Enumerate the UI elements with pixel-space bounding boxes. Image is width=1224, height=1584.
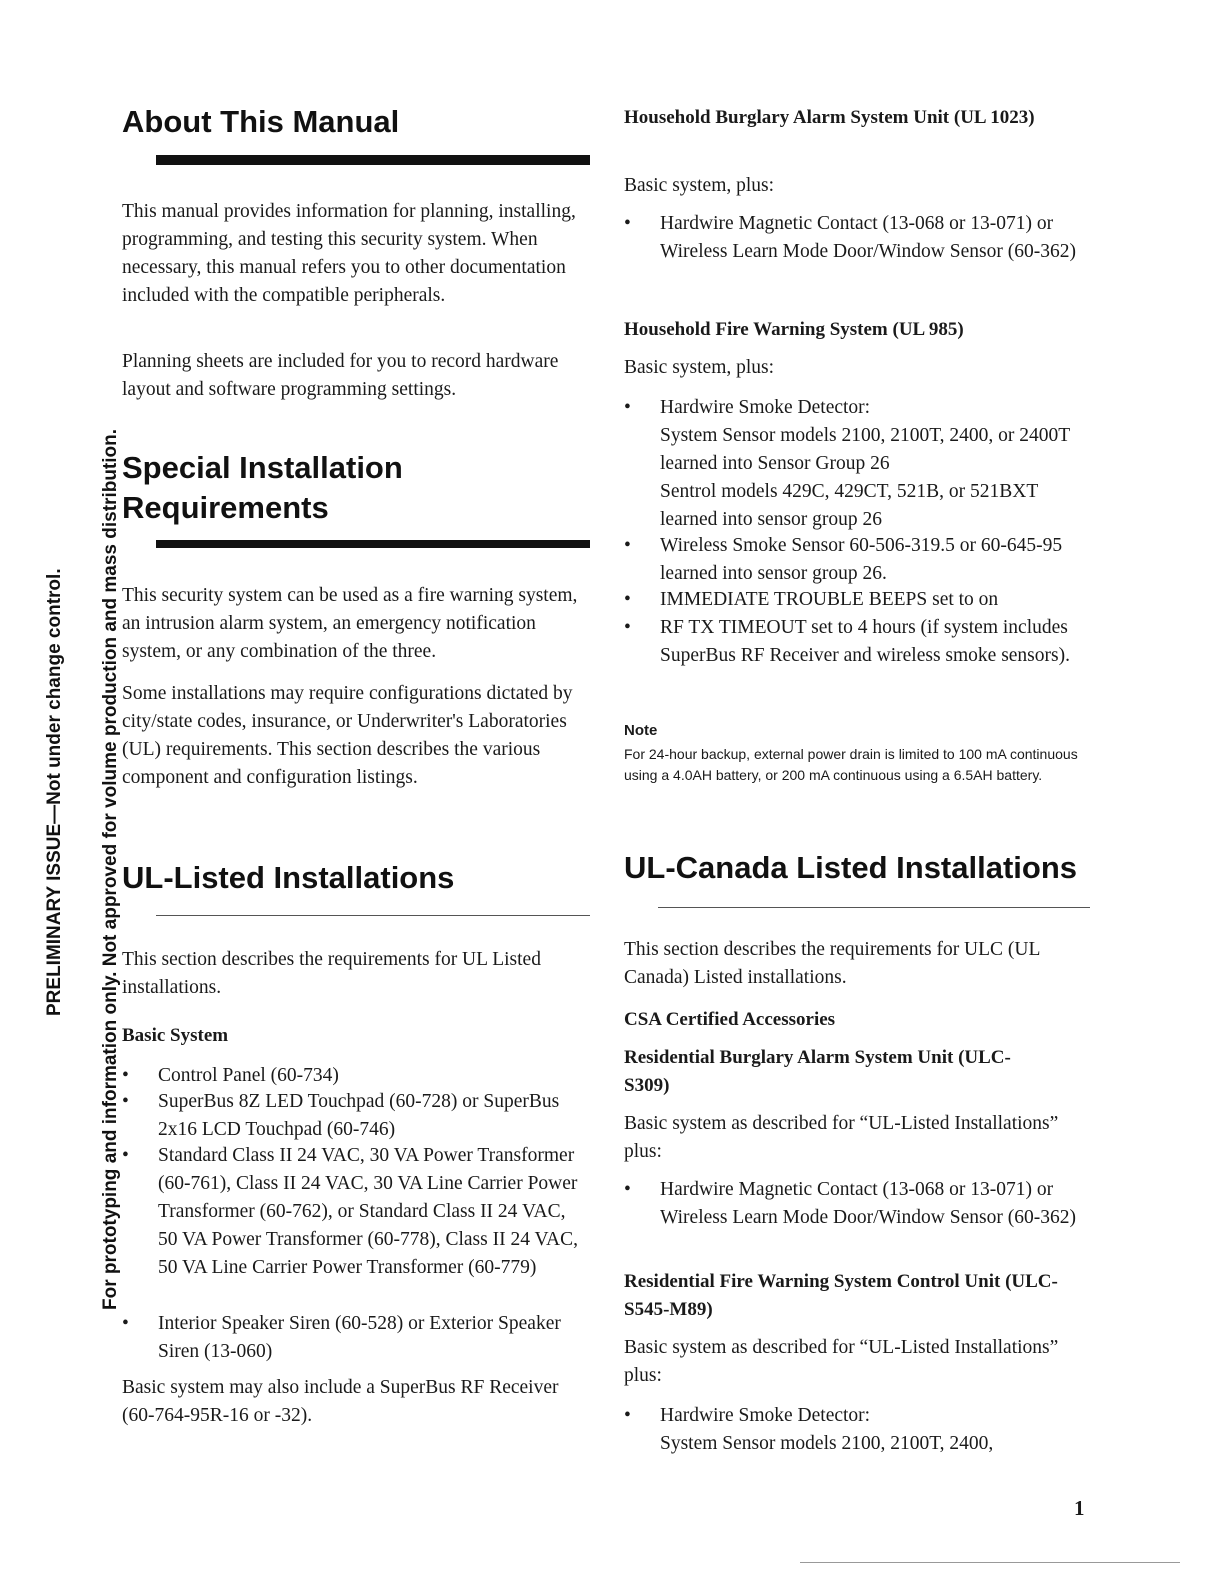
csa-heading: CSA Certified Accessories <box>624 1009 836 1030</box>
sidebar-notice-line-2: For prototyping and information only. Not approved for volume production and mass distribution. <box>100 428 121 1310</box>
ulc-fire-heading: Residential Fire Warning System Control Unit (ULC-S545-M89) <box>624 1271 1058 1320</box>
list-item: • Standard Class II 24 VAC, 30 VA Power Transformer (60-761), Class II 24 VAC, 30 VA Line Carrier Power Transformer (60-762), or Standard Class II 24 VAC, 50 VA Power Transformer (60-778), Class II 24 VAC, 50 VA Line Carrier Power Transformer (60-779) <box>122 1145 578 1278</box>
list-item: • Hardwire Magnetic Contact (13-068 or 13-071) or Wireless Learn Mode Door/Window Sensor (60-362) <box>624 1179 1076 1228</box>
special-paragraph-1: This security system can be used as a fire warning system, an intrusion alarm system, an emergency notification system, or any combination of the three. <box>122 585 578 662</box>
list-item: • Interior Speaker Siren (60-528) or Exterior Speaker Siren (13-060) <box>122 1313 561 1362</box>
list-item: • Hardwire Smoke Detector: System Sensor models 2100, 2100T, 2400, <box>624 1405 994 1454</box>
fire-intro: Basic system, plus: <box>624 357 775 378</box>
about-title-rule <box>156 155 590 165</box>
list-item: • Wireless Smoke Sensor 60-506-319.5 or 60-645-95 learned into sensor group 26. <box>624 535 1063 584</box>
list-item: • SuperBus 8Z LED Touchpad (60-728) or SuperBus 2x16 LCD Touchpad (60-746) <box>122 1091 560 1140</box>
ulc-title-rule <box>658 907 1090 908</box>
list-item: • Hardwire Magnetic Contact (13-068 or 13-071) or Wireless Learn Mode Door/Window Sensor (60-362) <box>624 213 1076 262</box>
list-item: • IMMEDIATE TROUBLE BEEPS set to on <box>624 589 999 610</box>
burglary-heading: Household Burglary Alarm System Unit (UL 1023) <box>624 107 1035 128</box>
ulc-burglary-intro: Basic system as described for “UL-Listed Installations” plus: <box>624 1113 1059 1162</box>
note-heading: Note <box>624 722 658 739</box>
ul-title-rule <box>156 915 590 916</box>
ul-paragraph-1: This section describes the requirements for UL Listed installations. <box>122 949 541 998</box>
ulc-paragraph-1: This section describes the requirements for ULC (UL Canada) Listed installations. <box>624 939 1040 988</box>
special-title-rule <box>156 540 590 548</box>
list-item: • RF TX TIMEOUT set to 4 hours (if system includes SuperBus RF Receiver and wireless smoke sensors). <box>624 617 1070 666</box>
fire-heading: Household Fire Warning System (UL 985) <box>624 319 964 340</box>
basic-system-heading: Basic System <box>122 1025 229 1046</box>
special-paragraph-2: Some installations may require configurations dictated by city/state codes, insurance, or Underwriter's Laboratories (UL) requirements. This section describes the various component and configuration listings. <box>122 683 573 788</box>
about-paragraph-1: This manual provides information for planning, installing, programming, and testing this security system. When necessary, this manual refers you to other documentation included with the compatible peripherals. <box>122 201 576 306</box>
about-title: About This Manual <box>122 104 400 139</box>
ulc-burglary-heading: Residential Burglary Alarm System Unit (ULC-S309) <box>624 1047 1011 1096</box>
list-item: • Control Panel (60-734) <box>122 1065 339 1086</box>
footer-rule <box>800 1562 1180 1563</box>
ul-title: UL-Listed Installations <box>122 860 455 895</box>
sidebar-notice-line-1: PRELIMINARY ISSUE—Not under change control. <box>44 568 65 1016</box>
burglary-intro: Basic system, plus: <box>624 175 775 196</box>
ul-paragraph-2: Basic system may also include a SuperBus RF Receiver (60-764-95R-16 or -32). <box>122 1377 559 1426</box>
list-item: • Hardwire Smoke Detector: System Sensor models 2100, 2100T, 2400, or 2400T learned into Sensor Group 26 Sentrol models 429C, 429CT, 521B, or 521BXT learned into sensor group 26 <box>624 397 1070 530</box>
special-title: Special Installation Requirements <box>122 450 403 525</box>
note-body: For 24-hour backup, external power drain is limited to 100 mA continuous using a 4.0AH battery, or 200 mA continuous using a 6.5AH battery. <box>624 746 1078 783</box>
ulc-title: UL-Canada Listed Installations <box>624 850 1078 885</box>
page-number: 1 <box>1074 1496 1085 1520</box>
about-paragraph-2: Planning sheets are included for you to record hardware layout and software programming settings. <box>122 351 559 400</box>
ulc-fire-intro: Basic system as described for “UL-Listed Installations” plus: <box>624 1337 1059 1386</box>
